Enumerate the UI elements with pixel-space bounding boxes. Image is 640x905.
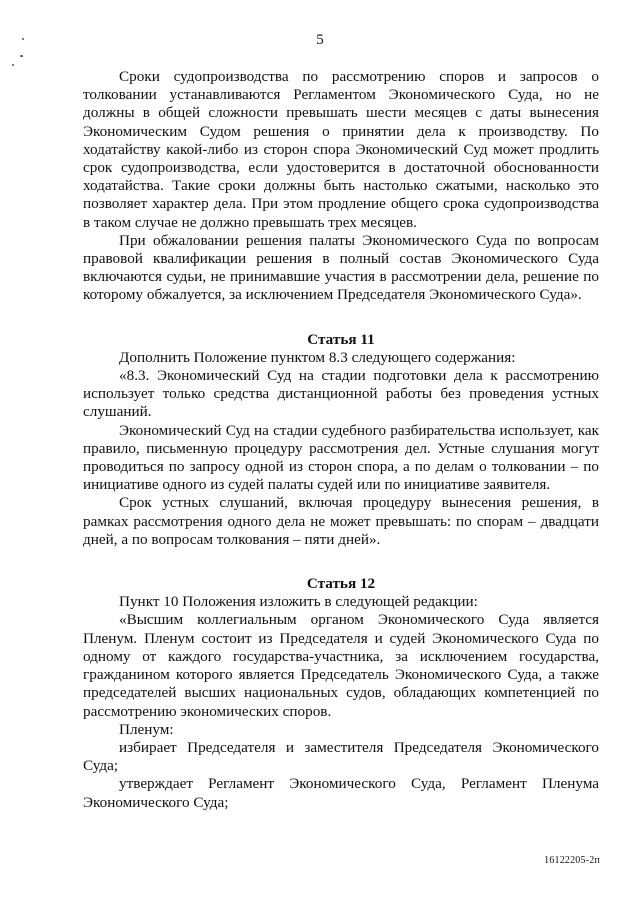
article-11-heading: Статья 11 — [307, 330, 375, 348]
paragraph: избирает Председателя и заместителя Председателя Экономического Суда; — [83, 738, 599, 775]
paragraph: «8.3. Экономический Суд на стадии подготовки дела к рассмотрению использует только средства дистанционной работы без проведения устных слушаний. — [83, 367, 599, 421]
scan-speck — [12, 64, 14, 66]
paragraph: «Высшим коллегиальным органом Экономического Суда является Пленум. Пленум состоит из Председателя и судей Экономического Суда по одному от каждого государства-участника, за исключением государства, гражданином которого является Председатель Экономического Суда, а также председателей высших национальных судов, обладающих компетенцией по рассмотрению экономических споров. — [83, 611, 599, 720]
article-12-heading: Статья 12 — [306, 575, 376, 593]
paragraph: Дополнить Положение пунктом 8.3 следующего содержания: — [119, 348, 516, 366]
paragraph: Экономический Суд на стадии судебного разбирательства использует, как правило, письменную процедуру рассмотрения дел. Устные слушания могут проводиться по запросу одной из сторон спора, а по делам о толковании – по инициативе одного из судей палаты судей или по инициативе заявителя. — [83, 421, 599, 494]
document-body — [83, 68, 599, 812]
paragraph: Пункт 10 Положения изложить в следующей редакции: — [119, 593, 478, 611]
paragraph: Сроки судопроизводства по рассмотрению споров и запросов о толковании устанавливаются Регламентом Экономического Суда, но не должны в общей сложности превышать шести месяцев с даты вынесения Экономическим Судом решения о принятии дела к производству. По ходатайству какой-либо из сторон спора Экономический Суд может продлить срок судопроизводства, если удостоверится в достаточной обоснованности ходатайства. Такие сроки должны быть настолько сжатыми, насколько это позволяет характер дела. При этом продление общего срока судопроизводства в таком случае не должно превышать трех месяцев. — [83, 68, 599, 231]
document-code: 16122205-2п — [544, 855, 600, 866]
paragraph: Срок устных слушаний, включая процедуру вынесения решения, в рамках рассмотрения одного дела не может превышать: по спорам – двадцати дней, а по вопросам толкования – пяти дней». — [83, 494, 599, 548]
paragraph: Пленум: — [119, 720, 174, 738]
page-number: 5 — [316, 32, 324, 48]
paragraph: утверждает Регламент Экономического Суда, Регламент Пленума Экономического Суда; — [83, 775, 599, 811]
scan-speck — [20, 55, 23, 57]
paragraph: При обжаловании решения палаты Экономического Суда по вопросам правовой квалификации решения в полный состав Экономического Суда включаются судьи, не принимавшие участия в рассмотрении дела, решение по которому обжалуется, за исключением Председателя Экономического Суда». — [83, 231, 599, 304]
